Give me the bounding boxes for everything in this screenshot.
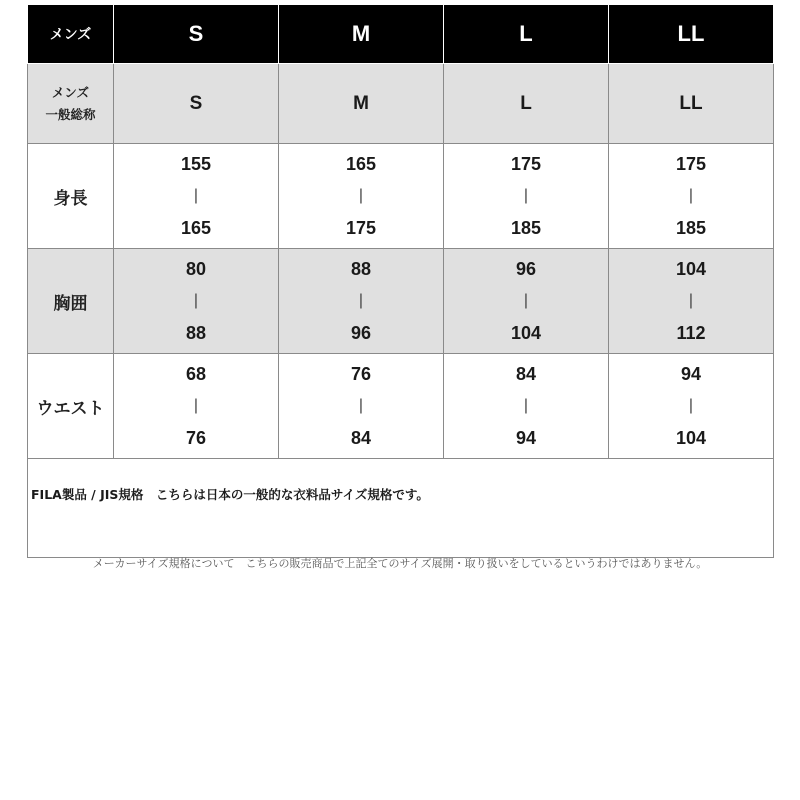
range-separator: | [358,292,364,309]
chest-label: 胸囲 [28,249,114,354]
range-separator: | [523,397,529,414]
range-max: 185 [510,218,542,238]
height-row [28,144,774,249]
header-size-ll: LL [609,5,774,64]
general-label-line1: メンズ [51,84,90,100]
height-ll-cell [609,144,774,249]
range-min: 76 [350,364,372,384]
waist-m-cell [279,354,444,459]
header-label-cell: メンズ [28,5,114,64]
range-min: 94 [680,364,702,384]
chest-s-cell [114,249,279,354]
range-separator: | [358,397,364,414]
range-min: 165 [345,154,377,174]
range-min: 104 [675,259,707,279]
general-size-m: M [279,64,444,144]
waist-s-cell [114,354,279,459]
range-separator: | [688,397,694,414]
height-m-cell [279,144,444,249]
range-max: 104 [510,323,542,343]
range-max: 175 [345,218,377,238]
range-separator: | [193,292,199,309]
range-max: 84 [350,428,372,448]
header-size-m: M [279,5,444,64]
footnote-text: メーカーサイズ規格について こちらの販売商品で上記全てのサイズ展開・取り扱いをしているというわけではありません。 [92,557,708,570]
height-label: 身長 [28,144,114,249]
range-max: 165 [180,218,212,238]
range-min: 88 [350,259,372,279]
range-min: 155 [180,154,212,174]
jis-note: FILA製品 / JIS規格 こちらは日本の一般的な衣料品サイズ規格です。 [28,459,774,558]
range-max: 112 [676,323,706,343]
waist-row [28,354,774,459]
range-min: 175 [675,154,707,174]
height-s-cell [114,144,279,249]
range-separator: | [193,397,199,414]
chest-m-cell [279,249,444,354]
range-separator: | [523,187,529,204]
range-min: 96 [515,259,537,279]
general-size-ll: LL [609,64,774,144]
general-size-l: L [444,64,609,144]
chest-ll-cell [609,249,774,354]
general-label-line2: 一般総称 [45,106,96,122]
general-label-cell [28,64,114,144]
range-separator: | [358,187,364,204]
range-max: 76 [185,428,207,448]
range-min: 175 [510,154,542,174]
chest-row [28,249,774,354]
header-row [28,5,774,64]
general-size-s: S [114,64,279,144]
range-min: 68 [185,364,207,384]
waist-label: ウエスト [28,354,114,459]
waist-ll-cell [609,354,774,459]
range-separator: | [523,292,529,309]
range-separator: | [688,292,694,309]
range-max: 88 [185,323,207,343]
header-size-s: S [114,5,279,64]
range-min: 80 [185,259,207,279]
note-row [28,459,774,558]
size-chart-table [27,4,774,558]
general-size-row [28,64,774,144]
range-max: 94 [515,428,537,448]
range-max: 185 [675,218,707,238]
range-max: 96 [350,323,372,343]
header-size-l: L [444,5,609,64]
range-separator: | [193,187,199,204]
waist-l-cell [444,354,609,459]
range-max: 104 [675,428,707,448]
chest-l-cell [444,249,609,354]
range-min: 84 [515,364,537,384]
height-l-cell [444,144,609,249]
range-separator: | [688,187,694,204]
